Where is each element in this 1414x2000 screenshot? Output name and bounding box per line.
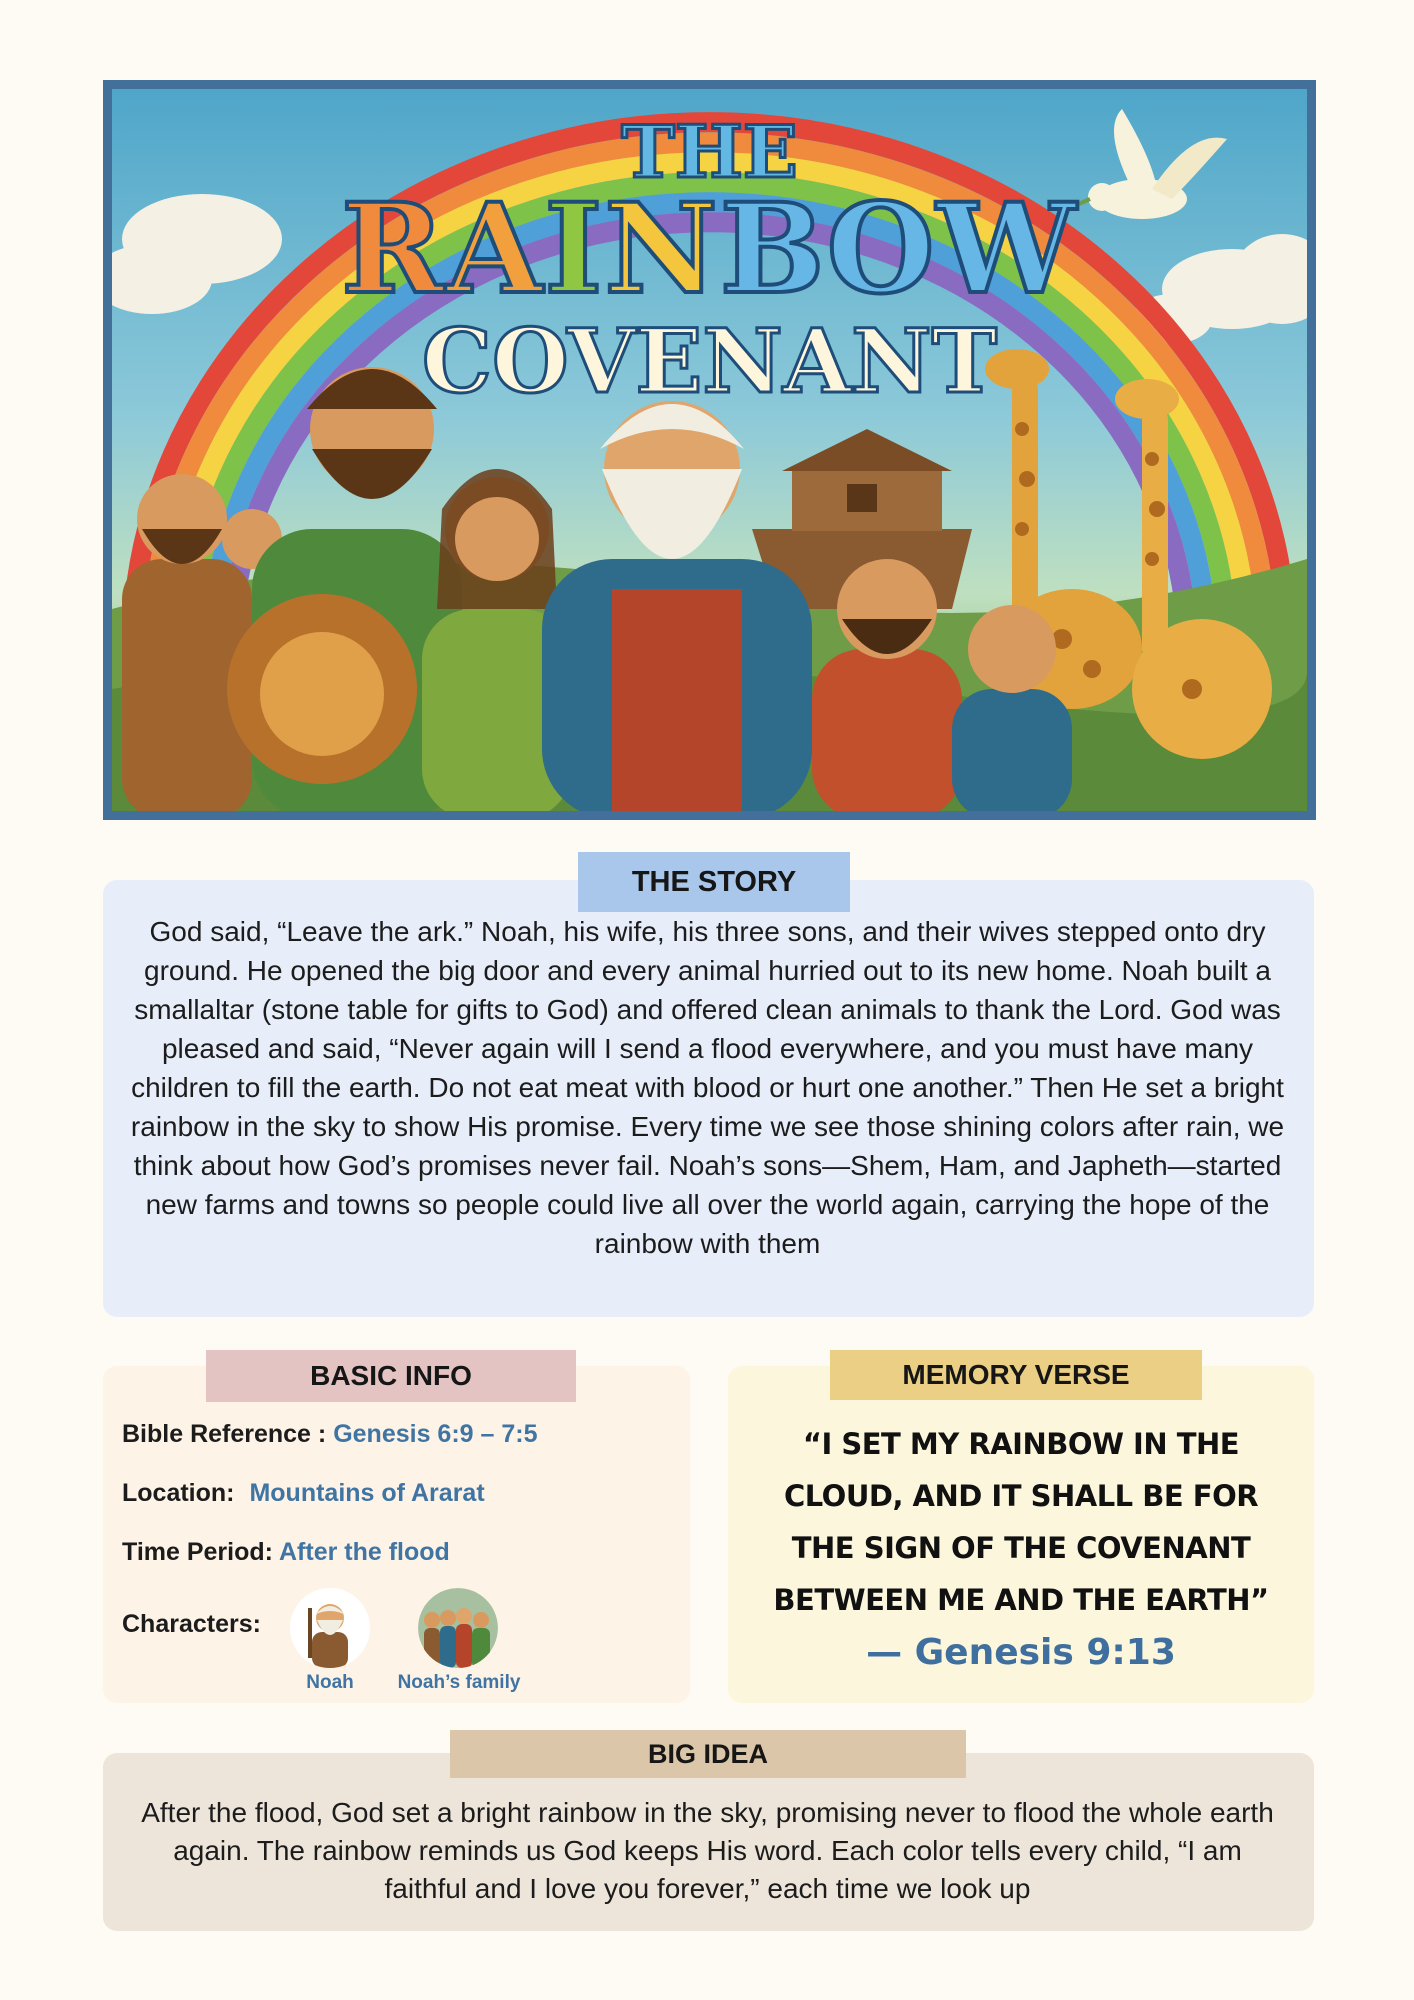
noah-portrait-icon	[290, 1588, 370, 1668]
noah-avatar	[290, 1588, 370, 1668]
bible-reference-label: Bible Reference :	[122, 1420, 327, 1448]
basic-info-label: BASIC INFO	[206, 1350, 576, 1402]
characters-label: Characters:	[122, 1610, 261, 1638]
title-rainbow-letter: A	[446, 177, 545, 322]
time-period-label: Time Period:	[122, 1538, 273, 1566]
bible-reference-value: Genesis 6:9 – 7:5	[333, 1420, 538, 1448]
bible-reference-row	[122, 1420, 538, 1449]
time-period-value: After the flood	[279, 1538, 450, 1566]
title-rainbow-letter: R	[341, 177, 447, 322]
title-rainbow	[112, 177, 1307, 322]
title-rainbow-letter: O	[826, 177, 937, 322]
big-idea-label: BIG IDEA	[450, 1730, 966, 1778]
story-text: God said, “Leave the ark.” Noah, his wife, his three sons, and their wives stepped onto dry ground. He opened the big door and every animal hurried out to its new home. Noah built a smallaltar (stone table for gifts to God) and offered clean animals to thank the Lord. God was pleased and said, “Never again will I send a flood everywhere, and you must have many children to fill the earth. Do not eat meat with blood or hurt one another.” Then He set a bright rainbow in the sky to show His promise. Every time we see those shining colors after rain, we think about how God’s promises never fail. Noah’s sons—Shem, Ham, and Japheth—started new farms and towns so people could live all over the world again, carrying the hope of the rainbow with them	[130, 916, 1285, 1259]
title-rainbow-letter: W	[936, 177, 1078, 322]
noah-character-name: Noah	[306, 1672, 354, 1693]
memory-verse-label: MEMORY VERSE	[830, 1350, 1202, 1400]
family-portrait-icon	[418, 1588, 498, 1668]
noahs-family-avatar	[418, 1588, 498, 1668]
hero-illustration	[112, 89, 1307, 811]
location-label: Location:	[122, 1479, 235, 1507]
noahs-family-character-name: Noah’s family	[397, 1672, 521, 1693]
title-rainbow-letter: N	[604, 177, 720, 322]
title-rainbow-letter: I	[544, 177, 605, 322]
big-idea-text: After the flood, God set a bright rainbow in the sky, promising never to flood the whole earth again. The rainbow reminds us God keeps His word. Each color tells every child, “I am faithful and I love you forever,” each time we look up	[141, 1797, 1274, 1904]
title-the: THE	[621, 109, 798, 194]
hero-banner	[103, 80, 1316, 820]
location-row	[122, 1479, 485, 1508]
memory-verse-text: “I SET MY RAINBOW IN THE CLOUD, AND IT SHALL BE FOR THE SIGN OF THE COVENANT BETWEEN ME AND THE EARTH”	[773, 1427, 1269, 1617]
memory-verse-reference: — Genesis 9:13	[866, 1632, 1176, 1673]
story-label: THE STORY	[578, 852, 850, 912]
location-value: Mountains of Ararat	[249, 1479, 485, 1507]
time-period-row	[122, 1538, 450, 1567]
basic-info-panel	[103, 1366, 690, 1703]
title-covenant: COVENANT	[421, 309, 998, 413]
title-rainbow-letter: B	[719, 177, 827, 322]
